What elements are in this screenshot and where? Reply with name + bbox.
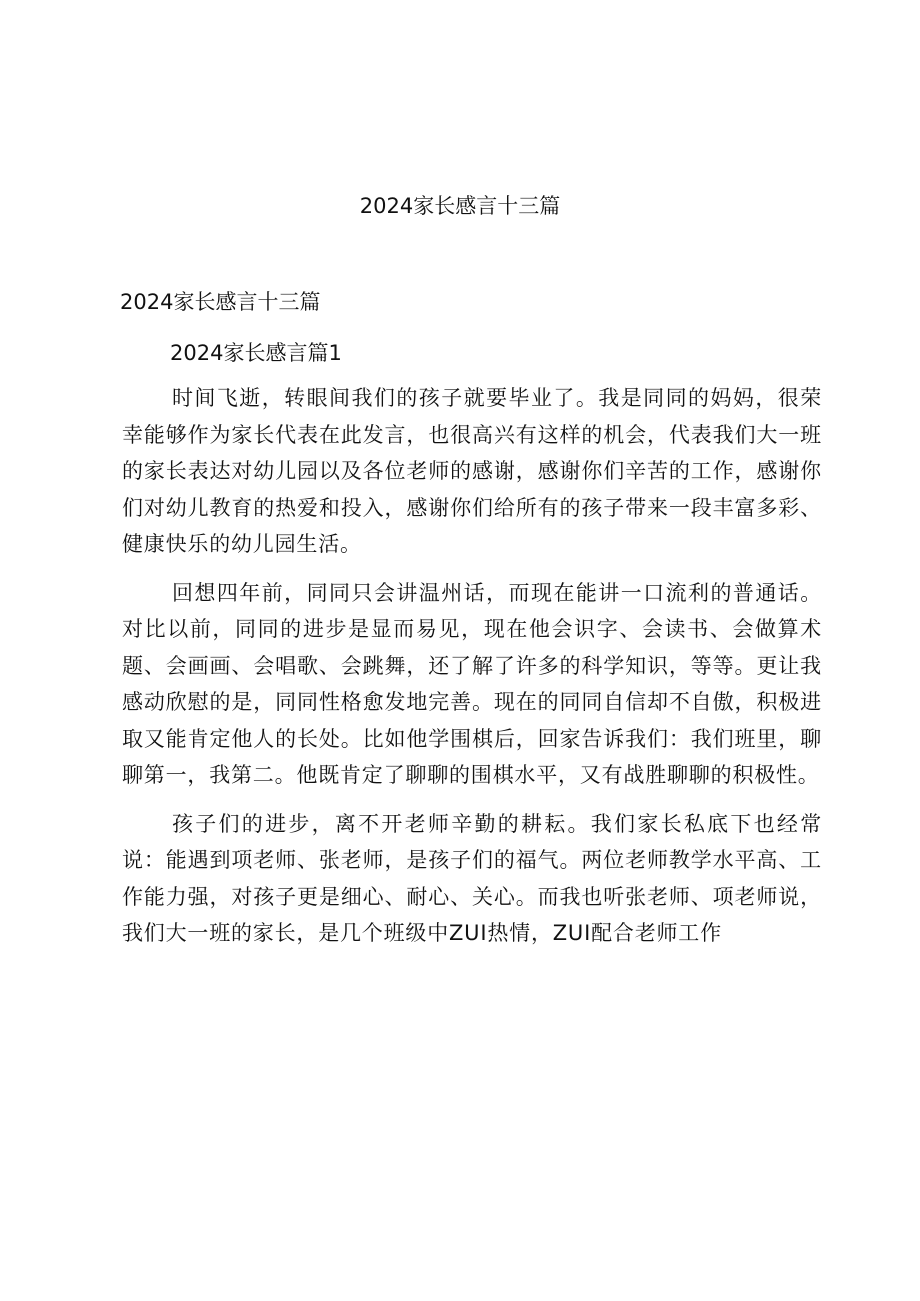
paragraph-2: 回想四年前，同同只会讲温州话，而现在能讲一口流利的普通话。对比以前，同同的进步是显而易见，现在他会识字、会读书、会做算术题、会画画、会唱歌、会跳舞，还了解了许多的科学知识，等等。更让我感动欣慰的是，同同性格愈发地完善。现在的同同自信却不自傲，积极进取又能肯定他人的长处。比如他学围棋后，回家告诉我们：我们班里，聊聊第一，我第二。他既肯定了聊聊的围棋水平，又有战胜聊聊的积极性。 — [122, 580, 822, 787]
document-subtitle: 2024家长感言十三篇 — [120, 290, 321, 314]
document-title: 2024家长感言十三篇 — [359, 194, 561, 218]
section-heading: 2024家长感言篇1 — [170, 341, 342, 365]
paragraph-3: 孩子们的进步，离不开老师辛勤的耕耘。我们家长私底下也经常说：能遇到项老师、张老师，是孩子们的福气。两位老师教学水平高、工作能力强，对孩子更是细心、耐心、关心。而我也听张老师、项老师说，我们大一班的家长，是几个班级中ZUI热情，ZUI配合老师工作 — [122, 811, 822, 945]
document-body — [122, 380, 822, 952]
paragraph-1: 时间飞逝，转眼间我们的孩子就要毕业了。我是同同的妈妈，很荣幸能够作为家长代表在此发言，也很高兴有这样的机会，代表我们大一班的家长表达对幼儿园以及各位老师的感谢，感谢你们辛苦的工作，感谢你们对幼儿教育的热爱和投入，感谢你们给所有的孩子带来一段丰富多彩、健康快乐的幼儿园生活。 — [122, 386, 822, 556]
